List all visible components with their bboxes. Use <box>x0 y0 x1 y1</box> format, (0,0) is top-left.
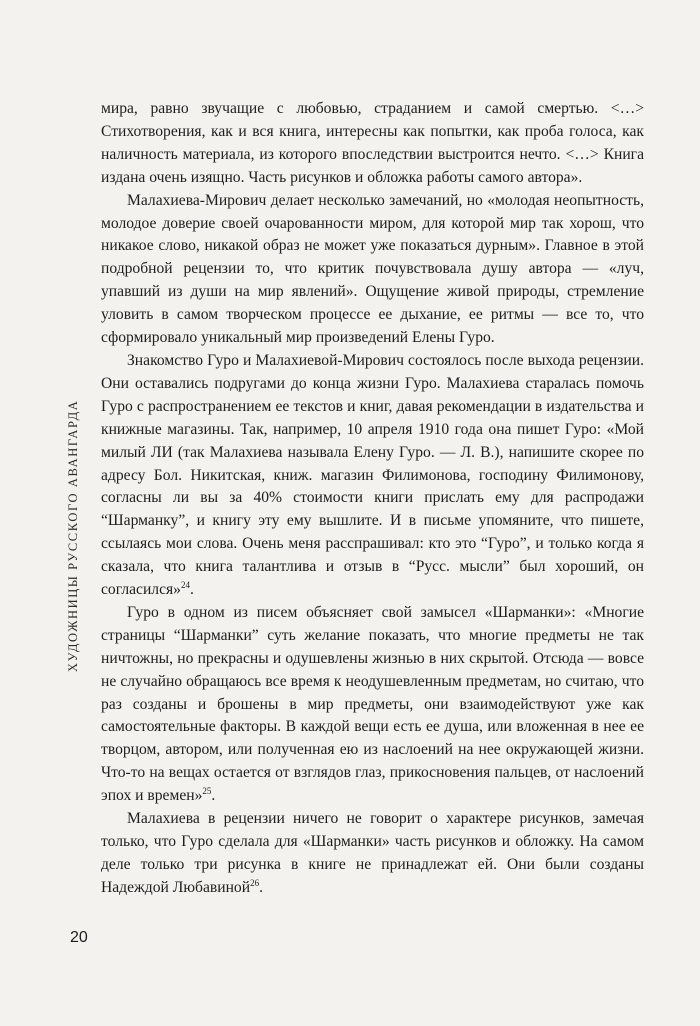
paragraph-5: Малахиева в рецензии ничего не говорит о характере рисунков, замечая только, что Гуро сделала для «Шарманки» часть рисунков и обложку. На самом деле только три рисунка в книге не принадлежат ей. Они были созданы Надеждой Любавиной$^{26}$. <box>101 810 644 896</box>
paragraph-2: Малахиева-Мирович делает несколько замечаний, но «молодая неопытность, молодое доверие своей очарованности миром, для которой мир так хорош, что никакое слово, никакой образ не может уже показаться дурным». Главное в этой подробной рецензии то, что критик почувствовала душу автора — «луч, упавший из души на мир явлений». Ощущение живой природы, стремление уловить в самом творческом процессе ее дыхание, ее ритмы — все то, что сформировало уникальный мир произведений Елены Гуро. <box>101 191 644 347</box>
running-head-text: ХУДОЖНИЦЫ РУССКОГО АВАНГАРДА <box>66 399 80 672</box>
body-text <box>101 98 644 900</box>
footnote-ref-26[interactable]: 26 <box>250 877 260 888</box>
footnote-ref-25[interactable]: 25 <box>202 786 212 796</box>
page-number: 20 <box>70 929 88 946</box>
paragraph-1: мира, равно звучащие с любовью, страданием и самой смертью. <…> Стихотворения, как и вся книга, интересны как попытки, как проба голоса, как наличность материала, из которого впоследствии выстроится нечто. <…> Книга издана очень изящно. Часть рисунков и обложка работы самого автора». <box>101 100 644 186</box>
footnote-ref-24[interactable]: 24 <box>180 579 190 590</box>
paragraph-3: Знакомство Гуро и Малахиевой-Мирович состоялось после выхода рецензии. Они оставались подругами до конца жизни Гуро. Малахиева старалась помочь Гуро с распространением ее текстов и книг, давая рекомендации в издательства и книжные магазины. Так, например, 10 апреля 1910 года она пишет Гуро: «Мой милый ЛИ (так Малахиева называла Елену Гуро. — Л. В.), напишите скорее по адресу Бол. Никитская, книж. магазин Филимонова, господину Филимонову, согласны ли вы за 40% стоимости книги прислать ему для распродажи “Шарманку”, и книгу эту ему вышлите. И в письме упомяните, что пишете, ссылаясь мои слова. Очень меня расспрашивал: кто это “Гуро”, и только когда я сказала, что книга талантлива и отзыв в “Русс. мысли” был хороший, он согласился»$^{24}$. <box>101 351 644 599</box>
running-head <box>64 102 84 672</box>
paragraph-4: Гуро в одном из писем объясняет свой замысел «Шарманки»: «Многие страницы “Шарманки” суть желание показать, что многие предметы не так ничтожны, но прекрасны и одушевлены жизнью в них скрытой. Отсюда — вовсе не случайно обращаюсь все время к неодушевленным предметам, но считаю, что раз созданы и брошены в мир предметы, они взаимодействуют уже как самостоятельные факторы. В каждой вещи есть ее душа, или вложенная в нее ее творцом, автором, или полученная ею из наслоений на нее окружающей жизни. Что-то на вещах остается от взглядов глаз, прикосновения пальцев, от наслоений эпох и времен»$^{25}$. <box>101 603 644 805</box>
